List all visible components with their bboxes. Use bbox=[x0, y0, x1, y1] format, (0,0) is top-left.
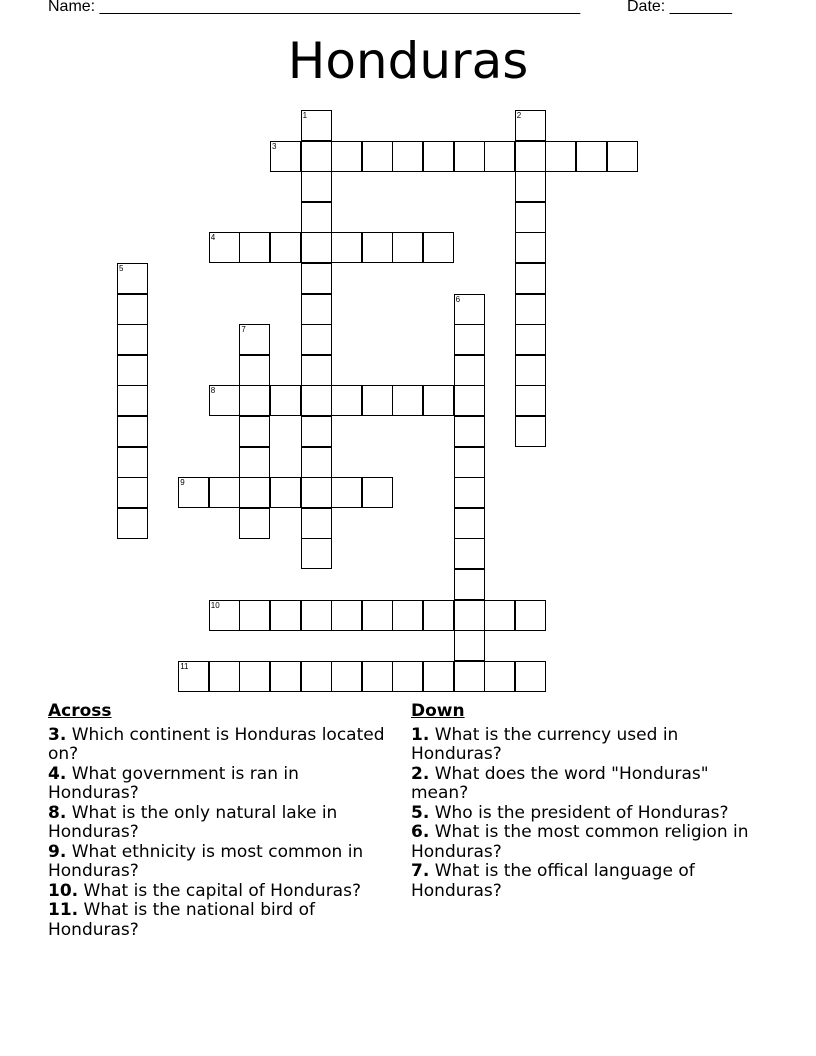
crossword-cell[interactable] bbox=[392, 600, 423, 631]
crossword-cell[interactable] bbox=[515, 416, 546, 447]
crossword-cell[interactable] bbox=[239, 508, 270, 539]
crossword-cell[interactable] bbox=[301, 661, 332, 692]
crossword-cell[interactable] bbox=[239, 385, 270, 416]
crossword-cell[interactable] bbox=[209, 385, 240, 416]
crossword-cell[interactable] bbox=[117, 294, 148, 325]
down-clue bbox=[411, 765, 756, 804]
crossword-cell[interactable] bbox=[178, 477, 209, 508]
cell-number: 10 bbox=[210, 600, 220, 610]
crossword-cell[interactable] bbox=[117, 385, 148, 416]
crossword-cell[interactable] bbox=[301, 232, 332, 263]
cell-number: 6 bbox=[455, 294, 461, 304]
clue-text: What is the currency used in Honduras? bbox=[411, 724, 679, 764]
cell-number: 8 bbox=[210, 386, 216, 396]
down-clue bbox=[411, 862, 756, 901]
crossword-cell[interactable] bbox=[454, 294, 485, 325]
crossword-cell[interactable] bbox=[576, 141, 607, 172]
crossword-cell[interactable] bbox=[209, 232, 240, 263]
crossword-cell[interactable] bbox=[331, 477, 362, 508]
cell-number: 2 bbox=[516, 111, 522, 120]
crossword-cell[interactable] bbox=[270, 477, 301, 508]
clue-number: 1. bbox=[411, 724, 430, 745]
crossword-cell[interactable] bbox=[301, 600, 332, 631]
across-clue bbox=[48, 804, 393, 843]
crossword-cell[interactable] bbox=[209, 477, 240, 508]
crossword-cell[interactable] bbox=[117, 508, 148, 539]
clue-text: What is the only natural lake in Honduras? bbox=[48, 802, 338, 842]
crossword-cell[interactable] bbox=[454, 324, 485, 355]
cell-number: 3 bbox=[272, 141, 277, 151]
crossword-cell[interactable] bbox=[454, 569, 485, 600]
crossword-cell[interactable] bbox=[239, 416, 270, 447]
crossword-cell[interactable] bbox=[270, 385, 301, 416]
crossword-cell[interactable] bbox=[362, 141, 393, 172]
crossword-cell[interactable] bbox=[117, 416, 148, 447]
clue-text: Who is the president of Honduras? bbox=[434, 802, 729, 823]
crossword-cell[interactable] bbox=[362, 661, 393, 692]
crossword-cell[interactable] bbox=[270, 600, 301, 631]
cell-number: 1 bbox=[302, 111, 308, 120]
crossword-cell[interactable] bbox=[117, 477, 148, 508]
crossword-cell[interactable] bbox=[454, 508, 485, 539]
clue-text: What is the capital of Honduras? bbox=[83, 880, 361, 901]
across-clue bbox=[48, 901, 393, 940]
down-clue bbox=[411, 804, 756, 824]
crossword-cell[interactable] bbox=[392, 385, 423, 416]
crossword-cell[interactable] bbox=[454, 416, 485, 447]
clue-text: Which continent is Honduras located on? bbox=[48, 724, 385, 764]
crossword-cell[interactable] bbox=[239, 355, 270, 386]
crossword-cell[interactable] bbox=[301, 385, 332, 416]
clue-text: What is the national bird of Honduras? bbox=[48, 900, 315, 940]
clue-number: 4. bbox=[48, 763, 67, 784]
across-clue bbox=[48, 843, 393, 882]
crossword-cell[interactable] bbox=[607, 141, 638, 172]
crossword-cell[interactable] bbox=[239, 661, 270, 692]
crossword-cell[interactable] bbox=[239, 477, 270, 508]
crossword-cell[interactable] bbox=[117, 447, 148, 478]
crossword-cell[interactable] bbox=[301, 141, 332, 172]
across-clue bbox=[48, 726, 393, 765]
crossword-cell[interactable] bbox=[515, 294, 546, 325]
crossword-cell[interactable] bbox=[301, 416, 332, 447]
crossword-cell[interactable] bbox=[239, 447, 270, 478]
crossword-cell[interactable] bbox=[484, 600, 515, 631]
crossword-cell[interactable] bbox=[331, 385, 362, 416]
crossword-cell[interactable] bbox=[454, 661, 485, 692]
crossword-cell[interactable] bbox=[515, 355, 546, 386]
clue-text: What is the offical language of Honduras? bbox=[411, 861, 695, 901]
crossword-cell[interactable] bbox=[270, 141, 301, 172]
crossword-cell[interactable] bbox=[331, 661, 362, 692]
crossword-cell[interactable] bbox=[301, 538, 332, 569]
down-clue bbox=[411, 726, 756, 765]
crossword-cell[interactable] bbox=[454, 538, 485, 569]
crossword-cell[interactable] bbox=[239, 232, 270, 263]
crossword-cell[interactable] bbox=[423, 232, 454, 263]
crossword-cell[interactable] bbox=[515, 141, 546, 172]
crossword-cell[interactable] bbox=[301, 508, 332, 539]
crossword-cell[interactable] bbox=[331, 600, 362, 631]
clue-number: 11. bbox=[48, 900, 79, 920]
crossword-cell[interactable] bbox=[423, 141, 454, 172]
clue-number: 3. bbox=[48, 724, 67, 745]
crossword-cell[interactable] bbox=[301, 110, 332, 141]
page-title: Honduras bbox=[287, 32, 529, 90]
crossword-cell[interactable] bbox=[301, 263, 332, 294]
crossword-cell[interactable] bbox=[454, 600, 485, 631]
crossword-cell[interactable] bbox=[117, 355, 148, 386]
across-clue bbox=[48, 882, 393, 902]
crossword-cell[interactable] bbox=[515, 171, 546, 202]
clue-text: What is the most common religion in Honduras? bbox=[411, 822, 749, 862]
crossword-cell[interactable] bbox=[209, 661, 240, 692]
crossword-cell[interactable] bbox=[392, 141, 423, 172]
crossword-cell[interactable] bbox=[515, 661, 546, 692]
crossword-cell[interactable] bbox=[270, 661, 301, 692]
crossword-cell[interactable] bbox=[301, 294, 332, 325]
crossword-cell[interactable] bbox=[454, 385, 485, 416]
crossword-cell[interactable] bbox=[515, 202, 546, 233]
crossword-cell[interactable] bbox=[454, 477, 485, 508]
crossword-cell[interactable] bbox=[270, 232, 301, 263]
crossword-cell[interactable] bbox=[331, 232, 362, 263]
clue-text: What does the word "Honduras" mean? bbox=[411, 763, 709, 803]
crossword-cell[interactable] bbox=[545, 141, 576, 172]
across-heading: Across bbox=[48, 701, 112, 721]
crossword-cell[interactable] bbox=[515, 385, 546, 416]
cell-number: 7 bbox=[241, 325, 246, 335]
crossword-cell[interactable] bbox=[209, 600, 240, 631]
crossword-cell[interactable] bbox=[392, 661, 423, 692]
crossword-cell[interactable] bbox=[117, 263, 148, 294]
clue-number: 10. bbox=[48, 880, 79, 901]
crossword-cell[interactable] bbox=[454, 630, 485, 661]
crossword-cell[interactable] bbox=[239, 324, 270, 355]
clue-number: 2. bbox=[411, 763, 430, 784]
crossword-cell[interactable] bbox=[423, 600, 454, 631]
crossword-cell[interactable] bbox=[515, 110, 546, 141]
down-heading: Down bbox=[411, 701, 465, 721]
crossword-cell[interactable] bbox=[301, 324, 332, 355]
crossword-cell[interactable] bbox=[515, 232, 546, 263]
crossword-cell[interactable] bbox=[454, 447, 485, 478]
crossword-cell[interactable] bbox=[362, 385, 393, 416]
crossword-cell[interactable] bbox=[178, 661, 209, 692]
crossword-cell[interactable] bbox=[484, 141, 515, 172]
across-clues bbox=[48, 702, 393, 940]
clue-number: 6. bbox=[411, 822, 430, 842]
cell-number: 11 bbox=[180, 661, 189, 671]
crossword-cell[interactable] bbox=[515, 600, 546, 631]
crossword-cell[interactable] bbox=[239, 600, 270, 631]
cell-number: 5 bbox=[119, 264, 124, 273]
cell-number: 4 bbox=[210, 233, 216, 243]
down-clue bbox=[411, 823, 756, 862]
crossword-cell[interactable] bbox=[454, 141, 485, 172]
clue-text: What government is ran in Honduras? bbox=[48, 763, 299, 803]
name-field-line: Name: ______________________________________________________ bbox=[48, 0, 581, 15]
date-field-line: Date: _______ bbox=[627, 0, 732, 15]
crossword-cell[interactable] bbox=[362, 600, 393, 631]
across-clue bbox=[48, 765, 393, 804]
crossword-cell[interactable] bbox=[301, 355, 332, 386]
crossword-cell[interactable] bbox=[301, 447, 332, 478]
clue-number: 5. bbox=[411, 802, 430, 823]
crossword-cell[interactable] bbox=[515, 324, 546, 355]
clue-text: What ethnicity is most common in Honduras? bbox=[48, 841, 364, 881]
crossword-cell[interactable] bbox=[362, 477, 393, 508]
crossword-cell[interactable] bbox=[117, 324, 148, 355]
crossword-cell[interactable] bbox=[423, 385, 454, 416]
crossword-cell[interactable] bbox=[331, 141, 362, 172]
clue-number: 7. bbox=[411, 861, 430, 881]
crossword-cell[interactable] bbox=[362, 232, 393, 263]
crossword-cell[interactable] bbox=[301, 171, 332, 202]
crossword-cell[interactable] bbox=[301, 477, 332, 508]
crossword-cell[interactable] bbox=[454, 355, 485, 386]
crossword-cell[interactable] bbox=[423, 661, 454, 692]
crossword-cell[interactable] bbox=[301, 202, 332, 233]
crossword-cell[interactable] bbox=[515, 263, 546, 294]
crossword-cell[interactable] bbox=[392, 232, 423, 263]
cell-number: 9 bbox=[180, 478, 185, 488]
down-clues bbox=[411, 702, 756, 901]
crossword-cell[interactable] bbox=[484, 661, 515, 692]
clue-number: 8. bbox=[48, 802, 67, 823]
clue-number: 9. bbox=[48, 841, 67, 862]
